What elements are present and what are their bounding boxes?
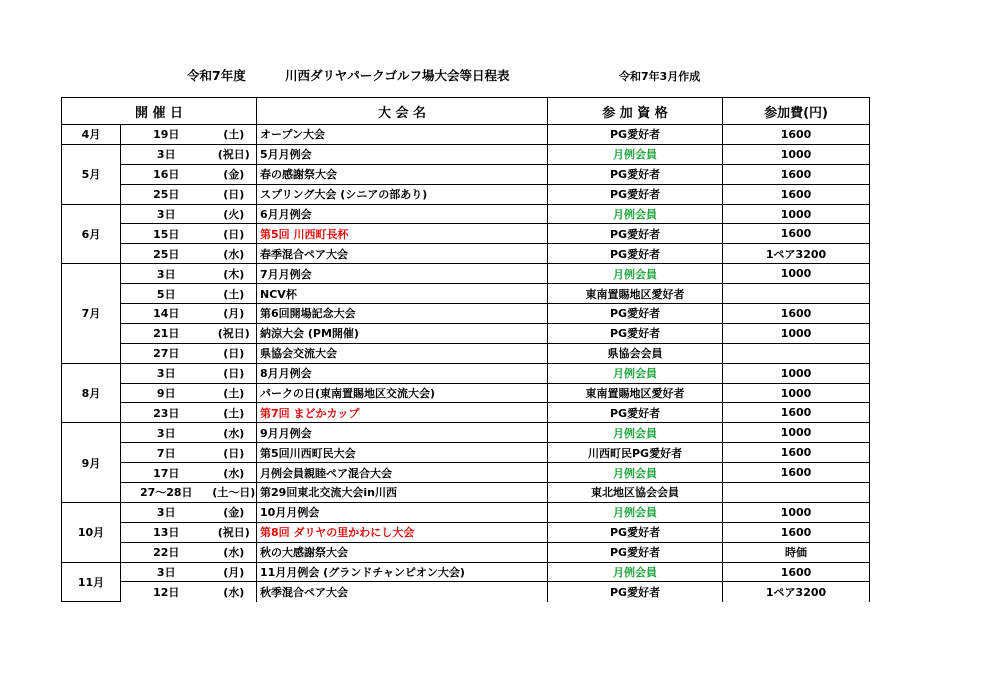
event-name-cell: 納涼大会 (PM開催) (257, 323, 548, 343)
qualification-cell: PG愛好者 (548, 184, 723, 204)
fee-cell (723, 284, 870, 304)
qualification-cell: PG愛好者 (548, 542, 723, 562)
fee-cell: 1600 (723, 224, 870, 244)
day-cell: 14日 (121, 304, 212, 324)
fee-cell: 1000 (723, 144, 870, 164)
qualification-cell: 月例会員 (548, 264, 723, 284)
event-name-cell: 7月月例会 (257, 264, 548, 284)
table-row (62, 423, 870, 443)
weekday-cell: (水) (212, 542, 257, 562)
day-cell: 23日 (121, 403, 212, 423)
day-cell: 25日 (121, 184, 212, 204)
fee-cell: 1600 (723, 522, 870, 542)
event-name-cell: 9月月例会 (257, 423, 548, 443)
event-name-cell: 第5回川西町民大会 (257, 443, 548, 463)
table-row (62, 304, 870, 324)
qualification-cell: 月例会員 (548, 423, 723, 443)
qualification-cell: 月例会員 (548, 463, 723, 483)
month-cell: 10月 (62, 502, 121, 562)
weekday-cell: (金) (212, 164, 257, 184)
event-name-cell: 県協会交流大会 (257, 343, 548, 363)
column-header-qualification: 参 加 資 格 (548, 98, 723, 125)
weekday-cell: (水) (212, 463, 257, 483)
event-name-cell: 第5回 川西町長杯 (257, 224, 548, 244)
qualification-cell: 東南置賜地区愛好者 (548, 284, 723, 304)
event-name-cell: NCV杯 (257, 284, 548, 304)
event-name-cell: 5月月例会 (257, 144, 548, 164)
month-cell: 7月 (62, 264, 121, 363)
qualification-cell: 月例会員 (548, 502, 723, 522)
qualification-cell: PG愛好者 (548, 522, 723, 542)
fee-cell: 1600 (723, 562, 870, 582)
day-cell: 5日 (121, 284, 212, 304)
qualification-cell: 月例会員 (548, 562, 723, 582)
qualification-cell: 東南置賜地区愛好者 (548, 383, 723, 403)
qualification-cell: 月例会員 (548, 144, 723, 164)
month-cell: 9月 (62, 423, 121, 503)
table-row (62, 562, 870, 582)
day-cell: 21日 (121, 323, 212, 343)
fee-cell: 1000 (723, 204, 870, 224)
qualification-cell: 川西町民PG愛好者 (548, 443, 723, 463)
day-cell: 16日 (121, 164, 212, 184)
table-row (62, 403, 870, 423)
created-date: 令和7年3月作成 (619, 70, 701, 83)
event-name-cell: 第6回開場記念大会 (257, 304, 548, 324)
event-name-cell: 11月月例会 (グランドチャンピオン大会) (257, 562, 548, 582)
month-cell: 11月 (62, 562, 121, 602)
table-row (62, 582, 870, 602)
table-row (62, 463, 870, 483)
fee-cell: 1000 (723, 323, 870, 343)
event-name-cell: 6月月例会 (257, 204, 548, 224)
table-row (62, 164, 870, 184)
fee-cell: 1600 (723, 443, 870, 463)
header-row (62, 98, 870, 125)
event-name-cell: 第7回 まどかカップ (257, 403, 548, 423)
table-row (62, 542, 870, 562)
schedule-body (62, 125, 870, 602)
table-row (62, 184, 870, 204)
page-title: 川西ダリヤパークゴルフ場大会等日程表 (285, 68, 510, 83)
event-name-cell: 10月月例会 (257, 502, 548, 522)
day-cell: 9日 (121, 383, 212, 403)
fee-cell: 1600 (723, 184, 870, 204)
event-name-cell: 第8回 ダリヤの里かわにし大会 (257, 522, 548, 542)
day-cell: 13日 (121, 522, 212, 542)
table-row (62, 383, 870, 403)
table-row (62, 244, 870, 264)
day-cell: 3日 (121, 562, 212, 582)
event-name-cell: 春季混合ペア大会 (257, 244, 548, 264)
day-cell: 19日 (121, 125, 212, 145)
weekday-cell: (水) (212, 244, 257, 264)
fiscal-year: 令和7年度 (187, 68, 246, 83)
day-cell: 27日 (121, 343, 212, 363)
qualification-cell: PG愛好者 (548, 164, 723, 184)
weekday-cell: (土) (212, 403, 257, 423)
weekday-cell: (日) (212, 363, 257, 383)
event-name-cell: 秋季混合ペア大会 (257, 582, 548, 602)
table-row (62, 363, 870, 383)
day-cell: 22日 (121, 542, 212, 562)
event-name-cell: 第29回東北交流大会in川西 (257, 483, 548, 503)
day-cell: 12日 (121, 582, 212, 602)
qualification-cell: PG愛好者 (548, 244, 723, 264)
fee-cell: 1600 (723, 304, 870, 324)
month-cell: 4月 (62, 125, 121, 145)
schedule-table (61, 97, 870, 602)
fee-cell: 時価 (723, 542, 870, 562)
fee-cell: 1ペア3200 (723, 244, 870, 264)
table-row (62, 264, 870, 284)
day-cell: 15日 (121, 224, 212, 244)
weekday-cell: (日) (212, 224, 257, 244)
day-cell: 3日 (121, 204, 212, 224)
table-row (62, 323, 870, 343)
fee-cell (723, 483, 870, 503)
fee-cell (723, 343, 870, 363)
qualification-cell: 月例会員 (548, 204, 723, 224)
month-cell: 5月 (62, 144, 121, 204)
weekday-cell: (土) (212, 125, 257, 145)
fee-cell: 1000 (723, 502, 870, 522)
qualification-cell: PG愛好者 (548, 224, 723, 244)
table-row (62, 502, 870, 522)
qualification-cell: 東北地区協会会員 (548, 483, 723, 503)
weekday-cell: (日) (212, 343, 257, 363)
weekday-cell: (火) (212, 204, 257, 224)
day-cell: 7日 (121, 443, 212, 463)
qualification-cell: PG愛好者 (548, 125, 723, 145)
month-cell: 8月 (62, 363, 121, 423)
event-name-cell: パークの日(東南置賜地区交流大会) (257, 383, 548, 403)
table-row (62, 284, 870, 304)
weekday-cell: (水) (212, 582, 257, 602)
table-row (62, 343, 870, 363)
table-row (62, 522, 870, 542)
day-cell: 25日 (121, 244, 212, 264)
qualification-cell: PG愛好者 (548, 403, 723, 423)
weekday-cell: (木) (212, 264, 257, 284)
weekday-cell: (土〜日) (212, 483, 257, 503)
weekday-cell: (祝日) (212, 522, 257, 542)
fee-cell: 1600 (723, 403, 870, 423)
weekday-cell: (土) (212, 284, 257, 304)
column-header-date: 開 催 日 (62, 98, 257, 125)
weekday-cell: (土) (212, 383, 257, 403)
event-name-cell: 月例会員親睦ペア混合大会 (257, 463, 548, 483)
qualification-cell: PG愛好者 (548, 323, 723, 343)
page-header (0, 66, 990, 86)
weekday-cell: (日) (212, 184, 257, 204)
weekday-cell: (月) (212, 562, 257, 582)
fee-cell: 1000 (723, 264, 870, 284)
event-name-cell: 春の感謝祭大会 (257, 164, 548, 184)
weekday-cell: (水) (212, 423, 257, 443)
qualification-cell: PG愛好者 (548, 304, 723, 324)
qualification-cell: 県協会会員 (548, 343, 723, 363)
fee-cell: 1000 (723, 423, 870, 443)
weekday-cell: (祝日) (212, 323, 257, 343)
fee-cell: 1600 (723, 164, 870, 184)
day-cell: 17日 (121, 463, 212, 483)
column-header-fee: 参加費(円) (723, 98, 870, 125)
weekday-cell: (祝日) (212, 144, 257, 164)
day-cell: 27〜28日 (121, 483, 212, 503)
qualification-cell: PG愛好者 (548, 582, 723, 602)
day-cell: 3日 (121, 264, 212, 284)
fee-cell: 1ペア3200 (723, 582, 870, 602)
fee-cell: 1000 (723, 383, 870, 403)
day-cell: 3日 (121, 502, 212, 522)
qualification-cell: 月例会員 (548, 363, 723, 383)
table-row (62, 144, 870, 164)
event-name-cell: スプリング大会 (シニアの部あり) (257, 184, 548, 204)
event-name-cell: 秋の大感謝祭大会 (257, 542, 548, 562)
weekday-cell: (金) (212, 502, 257, 522)
table-row (62, 443, 870, 463)
fee-cell: 1000 (723, 363, 870, 383)
column-header-event: 大 会 名 (257, 98, 548, 125)
month-cell: 6月 (62, 204, 121, 264)
day-cell: 3日 (121, 144, 212, 164)
table-row (62, 483, 870, 503)
event-name-cell: 8月月例会 (257, 363, 548, 383)
weekday-cell: (日) (212, 443, 257, 463)
day-cell: 3日 (121, 363, 212, 383)
weekday-cell: (月) (212, 304, 257, 324)
table-row (62, 204, 870, 224)
fee-cell: 1600 (723, 463, 870, 483)
table-row (62, 224, 870, 244)
table-row (62, 125, 870, 145)
day-cell: 3日 (121, 423, 212, 443)
event-name-cell: オープン大会 (257, 125, 548, 145)
fee-cell: 1600 (723, 125, 870, 145)
